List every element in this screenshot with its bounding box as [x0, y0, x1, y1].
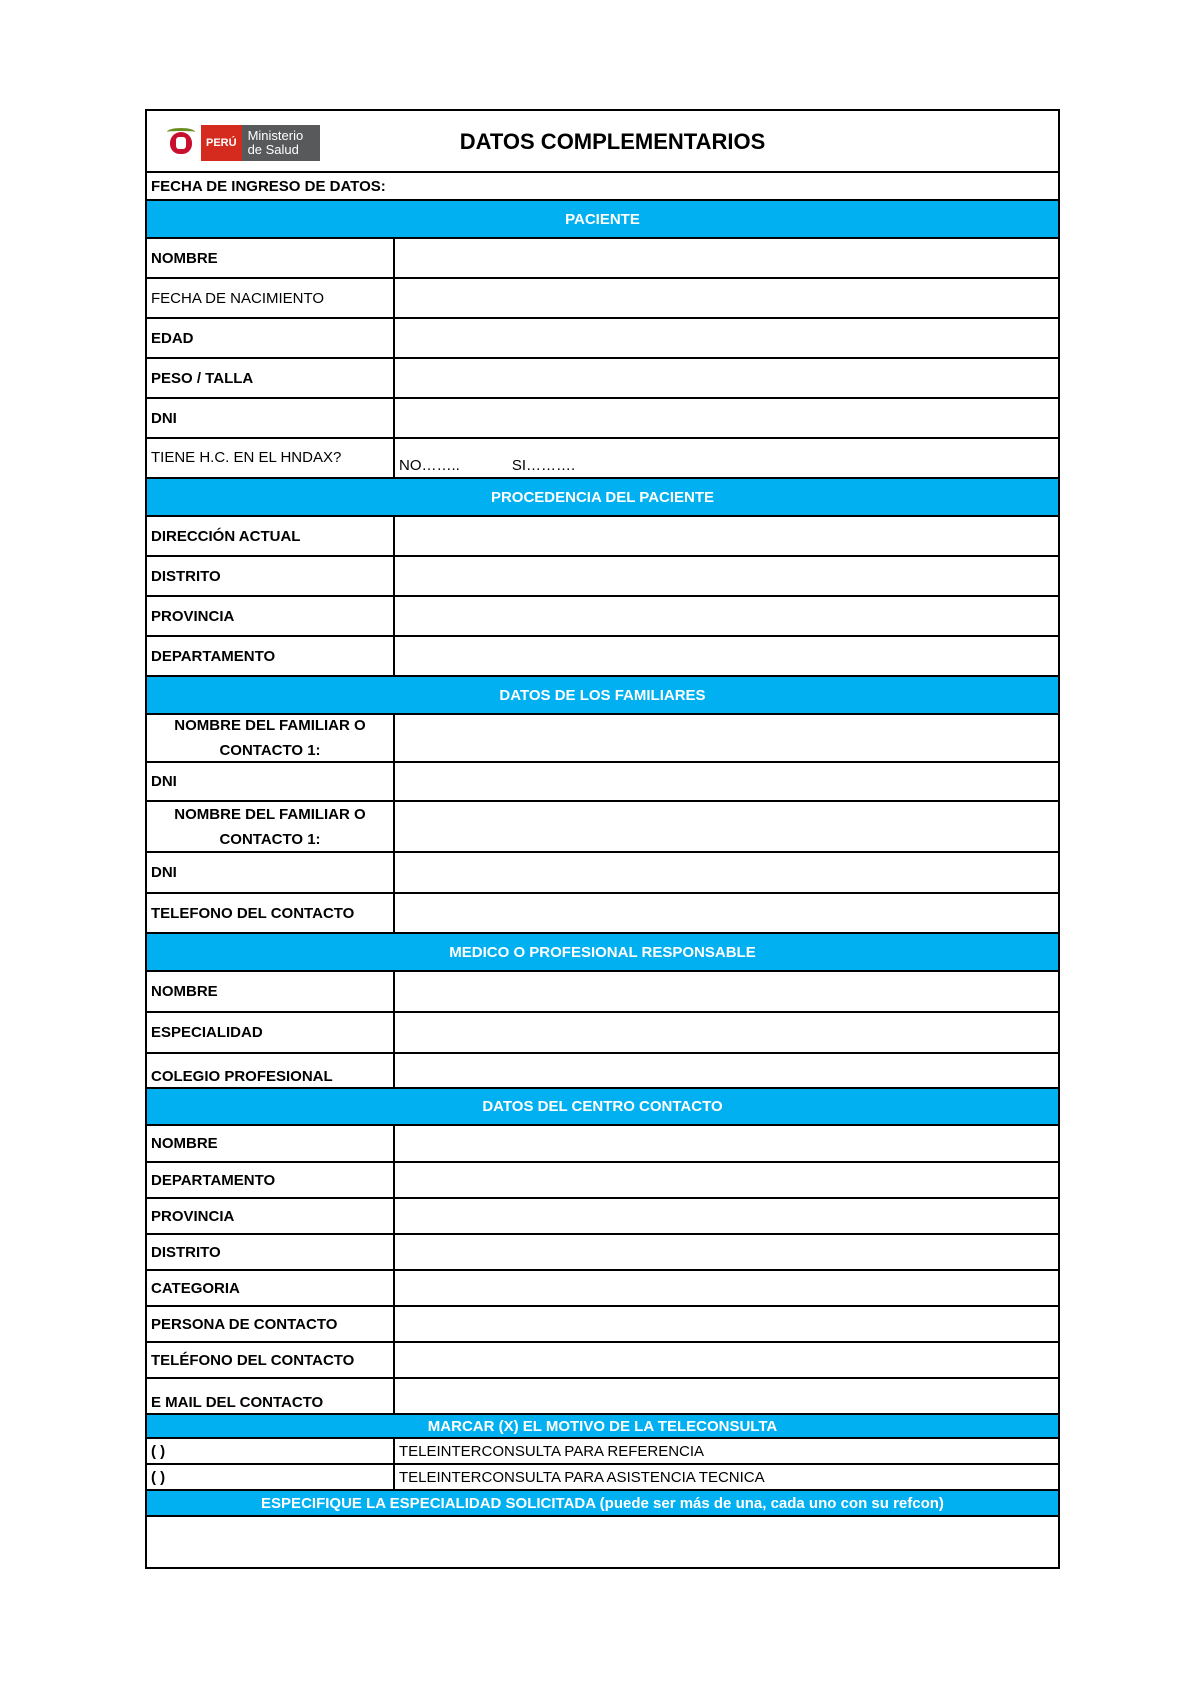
familiar-2-dni-row: [147, 853, 1058, 894]
especialidad-solicitada-field[interactable]: [147, 1517, 1058, 1567]
categoria-field[interactable]: [395, 1271, 1058, 1305]
centro-nombre-field[interactable]: [395, 1126, 1058, 1161]
centro-provincia-label: PROVINCIA: [147, 1199, 395, 1233]
section-procedencia: PROCEDENCIA DEL PACIENTE: [147, 479, 1058, 517]
provincia-row: [147, 597, 1058, 637]
form-header: [147, 111, 1058, 173]
familiar-1-dni-row: [147, 763, 1058, 802]
email-contacto-field[interactable]: [395, 1379, 1058, 1413]
paciente-nombre-row: [147, 239, 1058, 279]
centro-telefono-label: TELÉFONO DEL CONTACTO: [147, 1343, 395, 1377]
fecha-ingreso-row: [147, 173, 1058, 201]
distrito-row: [147, 557, 1058, 597]
centro-distrito-label: DISTRITO: [147, 1235, 395, 1269]
familiar-2-dni-label: DNI: [147, 853, 395, 892]
telefono-contacto-field[interactable]: [395, 894, 1058, 932]
centro-departamento-label: DEPARTAMENTO: [147, 1163, 395, 1197]
especialidad-field[interactable]: [395, 1013, 1058, 1052]
motivo-asistencia-label: TELEINTERCONSULTA PARA ASISTENCIA TECNICA: [399, 1468, 765, 1486]
page-title: DATOS COMPLEMENTARIOS: [459, 129, 766, 154]
especialidad-label: ESPECIALIDAD: [147, 1013, 395, 1052]
paciente-dni-row: [147, 399, 1058, 439]
edad-label: EDAD: [147, 319, 395, 357]
familiar-1-dni-field[interactable]: [395, 763, 1058, 800]
centro-departamento-field[interactable]: [395, 1163, 1058, 1197]
peso-talla-label: PESO / TALLA: [147, 359, 395, 397]
centro-distrito-row: [147, 1235, 1058, 1271]
centro-provincia-row: [147, 1199, 1058, 1235]
medico-nombre-field[interactable]: [395, 972, 1058, 1011]
section-centro: DATOS DEL CENTRO CONTACTO: [147, 1089, 1058, 1126]
familiar-2-dni-field[interactable]: [395, 853, 1058, 892]
departamento-label: DEPARTAMENTO: [147, 637, 395, 675]
paciente-dni-label: DNI: [147, 399, 395, 437]
colegio-label: COLEGIO PROFESIONAL: [147, 1054, 395, 1087]
familiar-1-dni-label: DNI: [147, 763, 395, 800]
motivo-referencia-checkbox[interactable]: ( ): [147, 1439, 395, 1463]
persona-contacto-row: [147, 1307, 1058, 1343]
hc-no-option[interactable]: NO……..: [399, 457, 460, 474]
motivo-asistencia-row: [147, 1465, 1058, 1491]
familiar-1-label: NOMBRE DEL FAMILIAR O CONTACTO 1:: [147, 715, 395, 761]
direccion-row: [147, 517, 1058, 557]
medico-nombre-label: NOMBRE: [147, 972, 395, 1011]
form-sheet: [145, 109, 1060, 1569]
medico-nombre-row: [147, 972, 1058, 1013]
colegio-field[interactable]: [395, 1054, 1058, 1087]
colegio-row: [147, 1054, 1058, 1089]
motivo-referencia-label: TELEINTERCONSULTA PARA REFERENCIA: [399, 1442, 705, 1460]
telefono-contacto-label: TELEFONO DEL CONTACTO: [147, 894, 395, 932]
motivo-asistencia-checkbox[interactable]: ( ): [147, 1465, 395, 1489]
section-paciente: PACIENTE: [147, 201, 1058, 239]
paciente-dni-field[interactable]: [395, 399, 1058, 437]
peso-talla-field[interactable]: [395, 359, 1058, 397]
historia-clinica-row: [147, 439, 1058, 479]
fecha-nacimiento-row: [147, 279, 1058, 319]
centro-telefono-row: [147, 1343, 1058, 1379]
familiar-1-field[interactable]: [395, 715, 1058, 761]
peso-talla-row: [147, 359, 1058, 399]
fecha-nacimiento-label: FECHA DE NACIMIENTO: [147, 279, 395, 317]
centro-provincia-field[interactable]: [395, 1199, 1058, 1233]
motivo-referencia-row: [147, 1439, 1058, 1465]
email-contacto-row: [147, 1379, 1058, 1415]
familiar-2-row: [147, 802, 1058, 853]
centro-distrito-field[interactable]: [395, 1235, 1058, 1269]
persona-contacto-field[interactable]: [395, 1307, 1058, 1341]
familiar-2-field[interactable]: [395, 802, 1058, 851]
section-motivo: MARCAR (X) EL MOTIVO DE LA TELECONSULTA: [147, 1415, 1058, 1439]
centro-nombre-row: [147, 1126, 1058, 1163]
familiar-2-label: NOMBRE DEL FAMILIAR O CONTACTO 1:: [147, 802, 395, 851]
historia-clinica-options[interactable]: [395, 439, 1058, 477]
section-especialidad-solicitada: ESPECIFIQUE LA ESPECIALIDAD SOLICITADA (puede ser más de una, cada uno con su refcon): [147, 1491, 1058, 1517]
edad-field[interactable]: [395, 319, 1058, 357]
telefono-contacto-row: [147, 894, 1058, 934]
paciente-nombre-label: NOMBRE: [147, 239, 395, 277]
persona-contacto-label: PERSONA DE CONTACTO: [147, 1307, 395, 1341]
historia-clinica-label: TIENE H.C. EN EL HNDAX?: [147, 439, 395, 477]
section-medico: MEDICO O PROFESIONAL RESPONSABLE: [147, 934, 1058, 972]
provincia-label: PROVINCIA: [147, 597, 395, 635]
direccion-label: DIRECCIÓN ACTUAL: [147, 517, 395, 555]
fecha-ingreso-label: FECHA DE INGRESO DE DATOS:: [151, 177, 386, 195]
hc-si-option[interactable]: SI……….: [511, 457, 576, 474]
logo-ministry: Ministerio de Salud: [242, 125, 320, 161]
edad-row: [147, 319, 1058, 359]
section-familiares: DATOS DE LOS FAMILIARES: [147, 677, 1058, 715]
provincia-field[interactable]: [395, 597, 1058, 635]
centro-departamento-row: [147, 1163, 1058, 1199]
categoria-row: [147, 1271, 1058, 1307]
paciente-nombre-field[interactable]: [395, 239, 1058, 277]
fecha-nacimiento-field[interactable]: [395, 279, 1058, 317]
direccion-field[interactable]: [395, 517, 1058, 555]
centro-nombre-label: NOMBRE: [147, 1126, 395, 1161]
distrito-label: DISTRITO: [147, 557, 395, 595]
familiar-1-row: [147, 715, 1058, 763]
logo-peru: PERÚ: [201, 125, 242, 161]
distrito-field[interactable]: [395, 557, 1058, 595]
categoria-label: CATEGORIA: [147, 1271, 395, 1305]
especialidad-row: [147, 1013, 1058, 1054]
departamento-field[interactable]: [395, 637, 1058, 675]
departamento-row: [147, 637, 1058, 677]
centro-telefono-field[interactable]: [395, 1343, 1058, 1377]
email-contacto-label: E MAIL DEL CONTACTO: [147, 1379, 395, 1413]
